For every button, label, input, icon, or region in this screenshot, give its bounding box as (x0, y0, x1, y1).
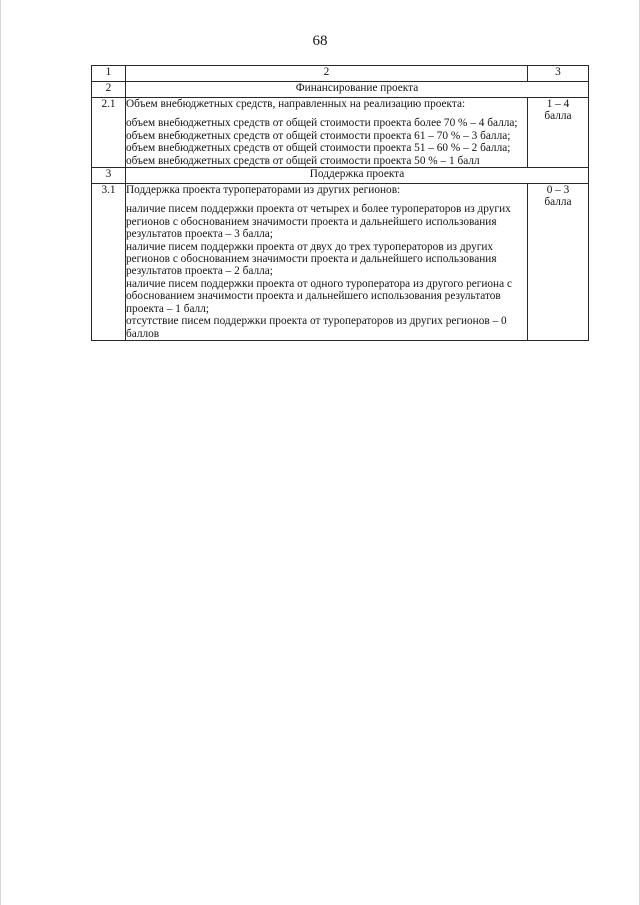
section-number: 2 (92, 82, 126, 98)
criterion-score (528, 98, 589, 168)
criterion-score (528, 184, 589, 341)
section-row-support (92, 168, 589, 184)
criterion-description (126, 98, 528, 168)
section-row-financing (92, 82, 589, 98)
section-title: Поддержка проекта (126, 168, 589, 184)
page-number: 68 (312, 33, 328, 49)
header-col-2: 2 (126, 66, 528, 82)
criterion-item: наличие писем поддержки проекта от четырех и более туроператоров из других регионов с обоснованием значимости проекта и дальнейшего использования результатов проекта – 3 балла; (126, 203, 511, 241)
criterion-description (126, 184, 528, 341)
table-header-row (92, 66, 589, 82)
criterion-number: 3.1 (92, 184, 126, 341)
score-range: 1 – 4 (546, 98, 570, 110)
scan-edge-left (0, 0, 1, 905)
criterion-row-2-1 (92, 98, 589, 168)
criterion-title: Объем внебюджетных средств, направленных на реализацию проекта: (126, 98, 466, 110)
score-unit: балла (544, 110, 572, 123)
section-number: 3 (92, 168, 126, 184)
criterion-item: отсутствие писем поддержки проекта от туроператоров из других регионов – 0 баллов (126, 315, 507, 340)
criterion-number: 2.1 (92, 98, 126, 168)
header-col-3: 3 (528, 66, 589, 82)
header-col-1: 1 (92, 66, 126, 82)
criterion-item: наличие писем поддержки проекта от одного туроператора из другого региона с обоснованием значимости проекта и дальнейшего использования результатов проекта – 1 балл; (126, 277, 512, 315)
section-title: Финансирование проекта (126, 82, 589, 98)
criterion-row-3-1 (92, 184, 589, 341)
criterion-item: объем внебюджетных средств от общей стоимости проекта 50 % – 1 балл (126, 154, 480, 167)
criteria-table (91, 65, 589, 341)
criterion-title: Поддержка проекта туроператорами из других регионов: (126, 184, 401, 197)
criterion-item: объем внебюджетных средств от общей стоимости проекта более 70 % – 4 балла; (126, 117, 518, 130)
score-unit: балла (544, 196, 572, 209)
score-range: 0 – 3 (546, 184, 570, 197)
criterion-item: наличие писем поддержки проекта от двух до трех туроператоров из других регионов с обоснованием значимости проекта и дальнейшего использования результатов проекта – 2 балла; (126, 240, 497, 278)
criterion-item: объем внебюджетных средств от общей стоимости проекта 51 – 60 % – 2 балла; (126, 142, 511, 155)
criterion-item: объем внебюджетных средств от общей стоимости проекта 61 – 70 % – 3 балла; (126, 129, 511, 142)
